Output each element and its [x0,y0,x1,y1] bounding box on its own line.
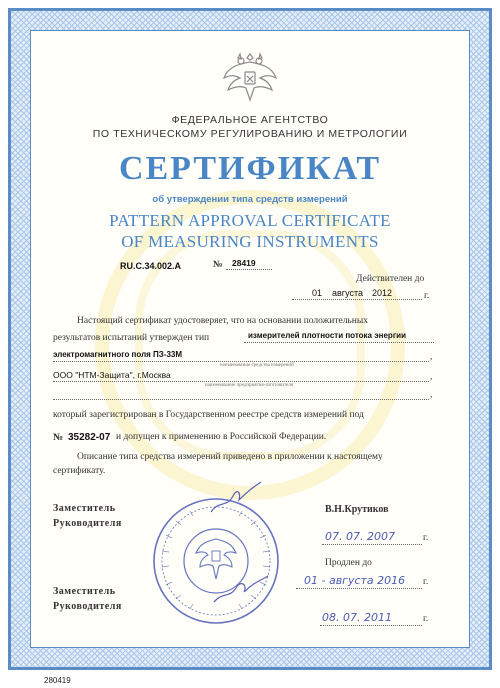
valid-month: августа [332,288,363,298]
text-paragraph-1-line-2: результатов испытаний утвержден тип [53,333,210,343]
issue-date-suffix: г. [423,533,429,543]
valid-day: 01 [312,288,323,298]
english-title-line-1: PATTERN APPROVAL CERTIFICATE [109,211,391,230]
issue-date-underline [322,544,422,545]
certificate-code: RU.C.34.002.A [120,261,182,271]
valid-year-suffix: г. [424,291,430,301]
instrument-name-line-1: измерителей плотности потока энергии [248,331,406,340]
extended-date-handwritten: 01 - августа 2016 [304,574,406,587]
date-2-handwritten: 08. 07. 2011 [322,611,392,624]
reg-number: 35282-07 [68,432,111,443]
reg-tail: и допущен к применению в Российской Федерации. [116,432,327,442]
english-title-line-2: OF MEASURING INSTRUMENTS [121,232,379,251]
double-headed-eagle-emblem-icon [218,44,282,108]
comma-2: , [430,372,433,382]
number-label: № [213,260,223,270]
blank-underline [53,399,429,400]
deputy-label-2b: Руководителя [53,601,122,612]
official-round-stamp-icon [150,495,282,627]
text-paragraph-1-line-1: Настоящий сертификат удостоверяет, что на основании положительных [77,316,368,326]
agency-line-2: ПО ТЕХНИЧЕСКОМУ РЕГУЛИРОВАНИЮ И МЕТРОЛОГИИ [92,128,408,140]
extended-date-underline [296,588,422,589]
certificate-number: 28419 [232,258,256,268]
date-2-underline [320,625,422,626]
comma-1: , [430,352,433,362]
caption-manufacturer: наименование предприятия-изготовителя [205,383,294,388]
deputy-label-1b: Руководителя [53,518,122,529]
extended-date-suffix: г. [423,577,429,587]
valid-until-label: Действителен до [356,274,425,284]
registered-line: который зарегистрирован в Государственном реестре средств измерений под [53,410,364,420]
signer-name: В.Н.Крутиков [325,504,389,515]
valid-date-underline [292,299,422,300]
certificate-subtitle: об утверждении типа средств измерений [152,194,348,205]
caption-instrument: наименование средства измерений [220,363,294,368]
deputy-label-1a: Заместитель [53,503,116,514]
footer-serial-number: 280419 [44,676,71,685]
instrument-name-line-2: электромагнитного поля ПЗ-33М [53,350,183,359]
description-line-1: Описание типа средства измерений приведено в приложении к настоящему [77,452,383,462]
valid-year: 2012 [372,288,393,298]
instrument-underline-1 [244,342,434,343]
manufacturer: ООО "НТМ-Защита", г.Москва [53,370,171,380]
deputy-label-2a: Заместитель [53,586,116,597]
instrument-underline-2 [53,361,429,362]
agency-line-1: ФЕДЕРАЛЬНОЕ АГЕНТСТВО [171,114,329,126]
reg-label: № [53,432,64,443]
date-2-suffix: г. [423,614,429,624]
comma-3: , [430,390,433,400]
extended-label: Продлен до [325,558,372,568]
number-underline [226,269,272,270]
issue-date-handwritten: 07. 07. 2007 [325,530,395,543]
manufacturer-underline [53,381,429,382]
certificate-title: СЕРТИФИКАТ [118,150,382,187]
description-line-2: сертификату. [53,466,106,476]
